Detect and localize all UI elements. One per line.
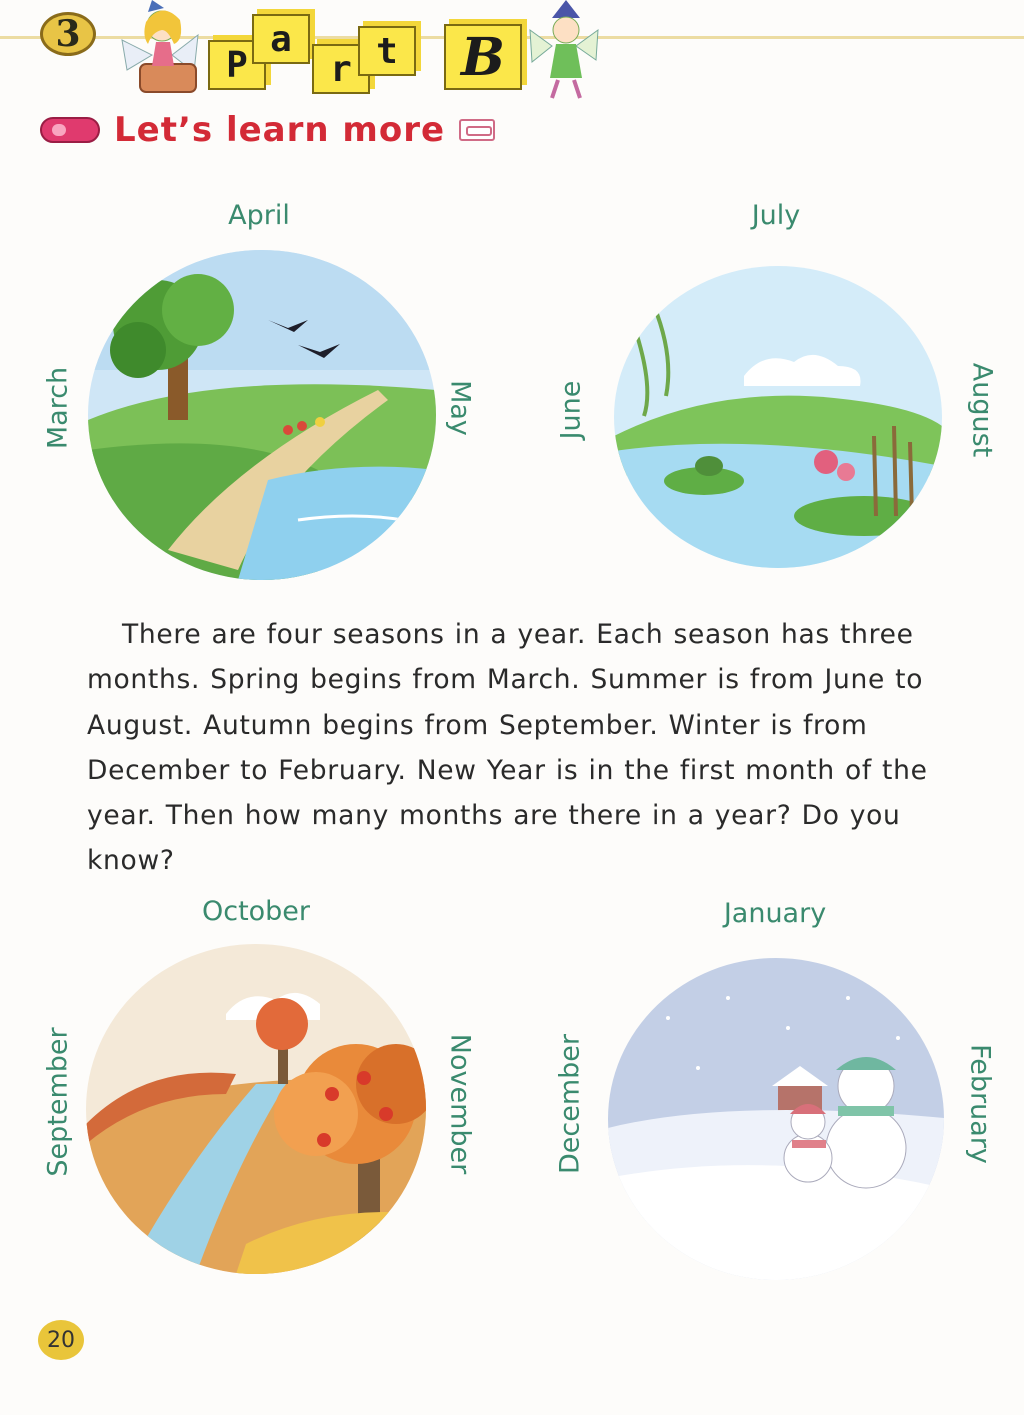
section-title: Let’s learn more: [114, 110, 446, 150]
spring-scene-illustration: [88, 250, 436, 580]
month-march: March: [42, 366, 74, 450]
month-september: September: [42, 1027, 74, 1177]
seasons-paragraph: There are four seasons in a year. Each season has three months. Spring begins from March. Summer is from June to August. Autumn begins from September. Winter is from December to February. New Year is in the first month of the year. Then how many months are there in a year? Do you know?: [87, 619, 928, 877]
page-number: 20: [38, 1320, 84, 1360]
play-pill-icon: [40, 117, 100, 143]
part-block-p: P: [208, 40, 266, 90]
cassette-icon: [459, 119, 495, 141]
month-april: April: [228, 200, 290, 231]
part-block-b: B: [444, 24, 522, 90]
unit-badge: 3: [40, 12, 96, 56]
month-may: May: [444, 380, 476, 436]
summer-scene-illustration: [614, 266, 942, 568]
fairy-right-illustration: [522, 0, 604, 100]
part-block-t: t: [358, 26, 416, 76]
month-august: August: [966, 362, 998, 458]
winter-scene-illustration: [608, 958, 944, 1280]
month-february: February: [964, 1044, 996, 1164]
part-block-a: a: [252, 14, 310, 64]
month-july: July: [751, 200, 801, 231]
month-november: November: [444, 1033, 476, 1175]
month-june: June: [555, 380, 587, 440]
month-october: October: [201, 896, 311, 927]
autumn-scene-illustration: [86, 944, 426, 1274]
part-block-r: r: [312, 44, 370, 94]
month-december: December: [554, 1033, 586, 1175]
fairy-left-illustration: [112, 0, 208, 100]
month-january: January: [723, 898, 827, 929]
section-heading: [40, 110, 495, 150]
